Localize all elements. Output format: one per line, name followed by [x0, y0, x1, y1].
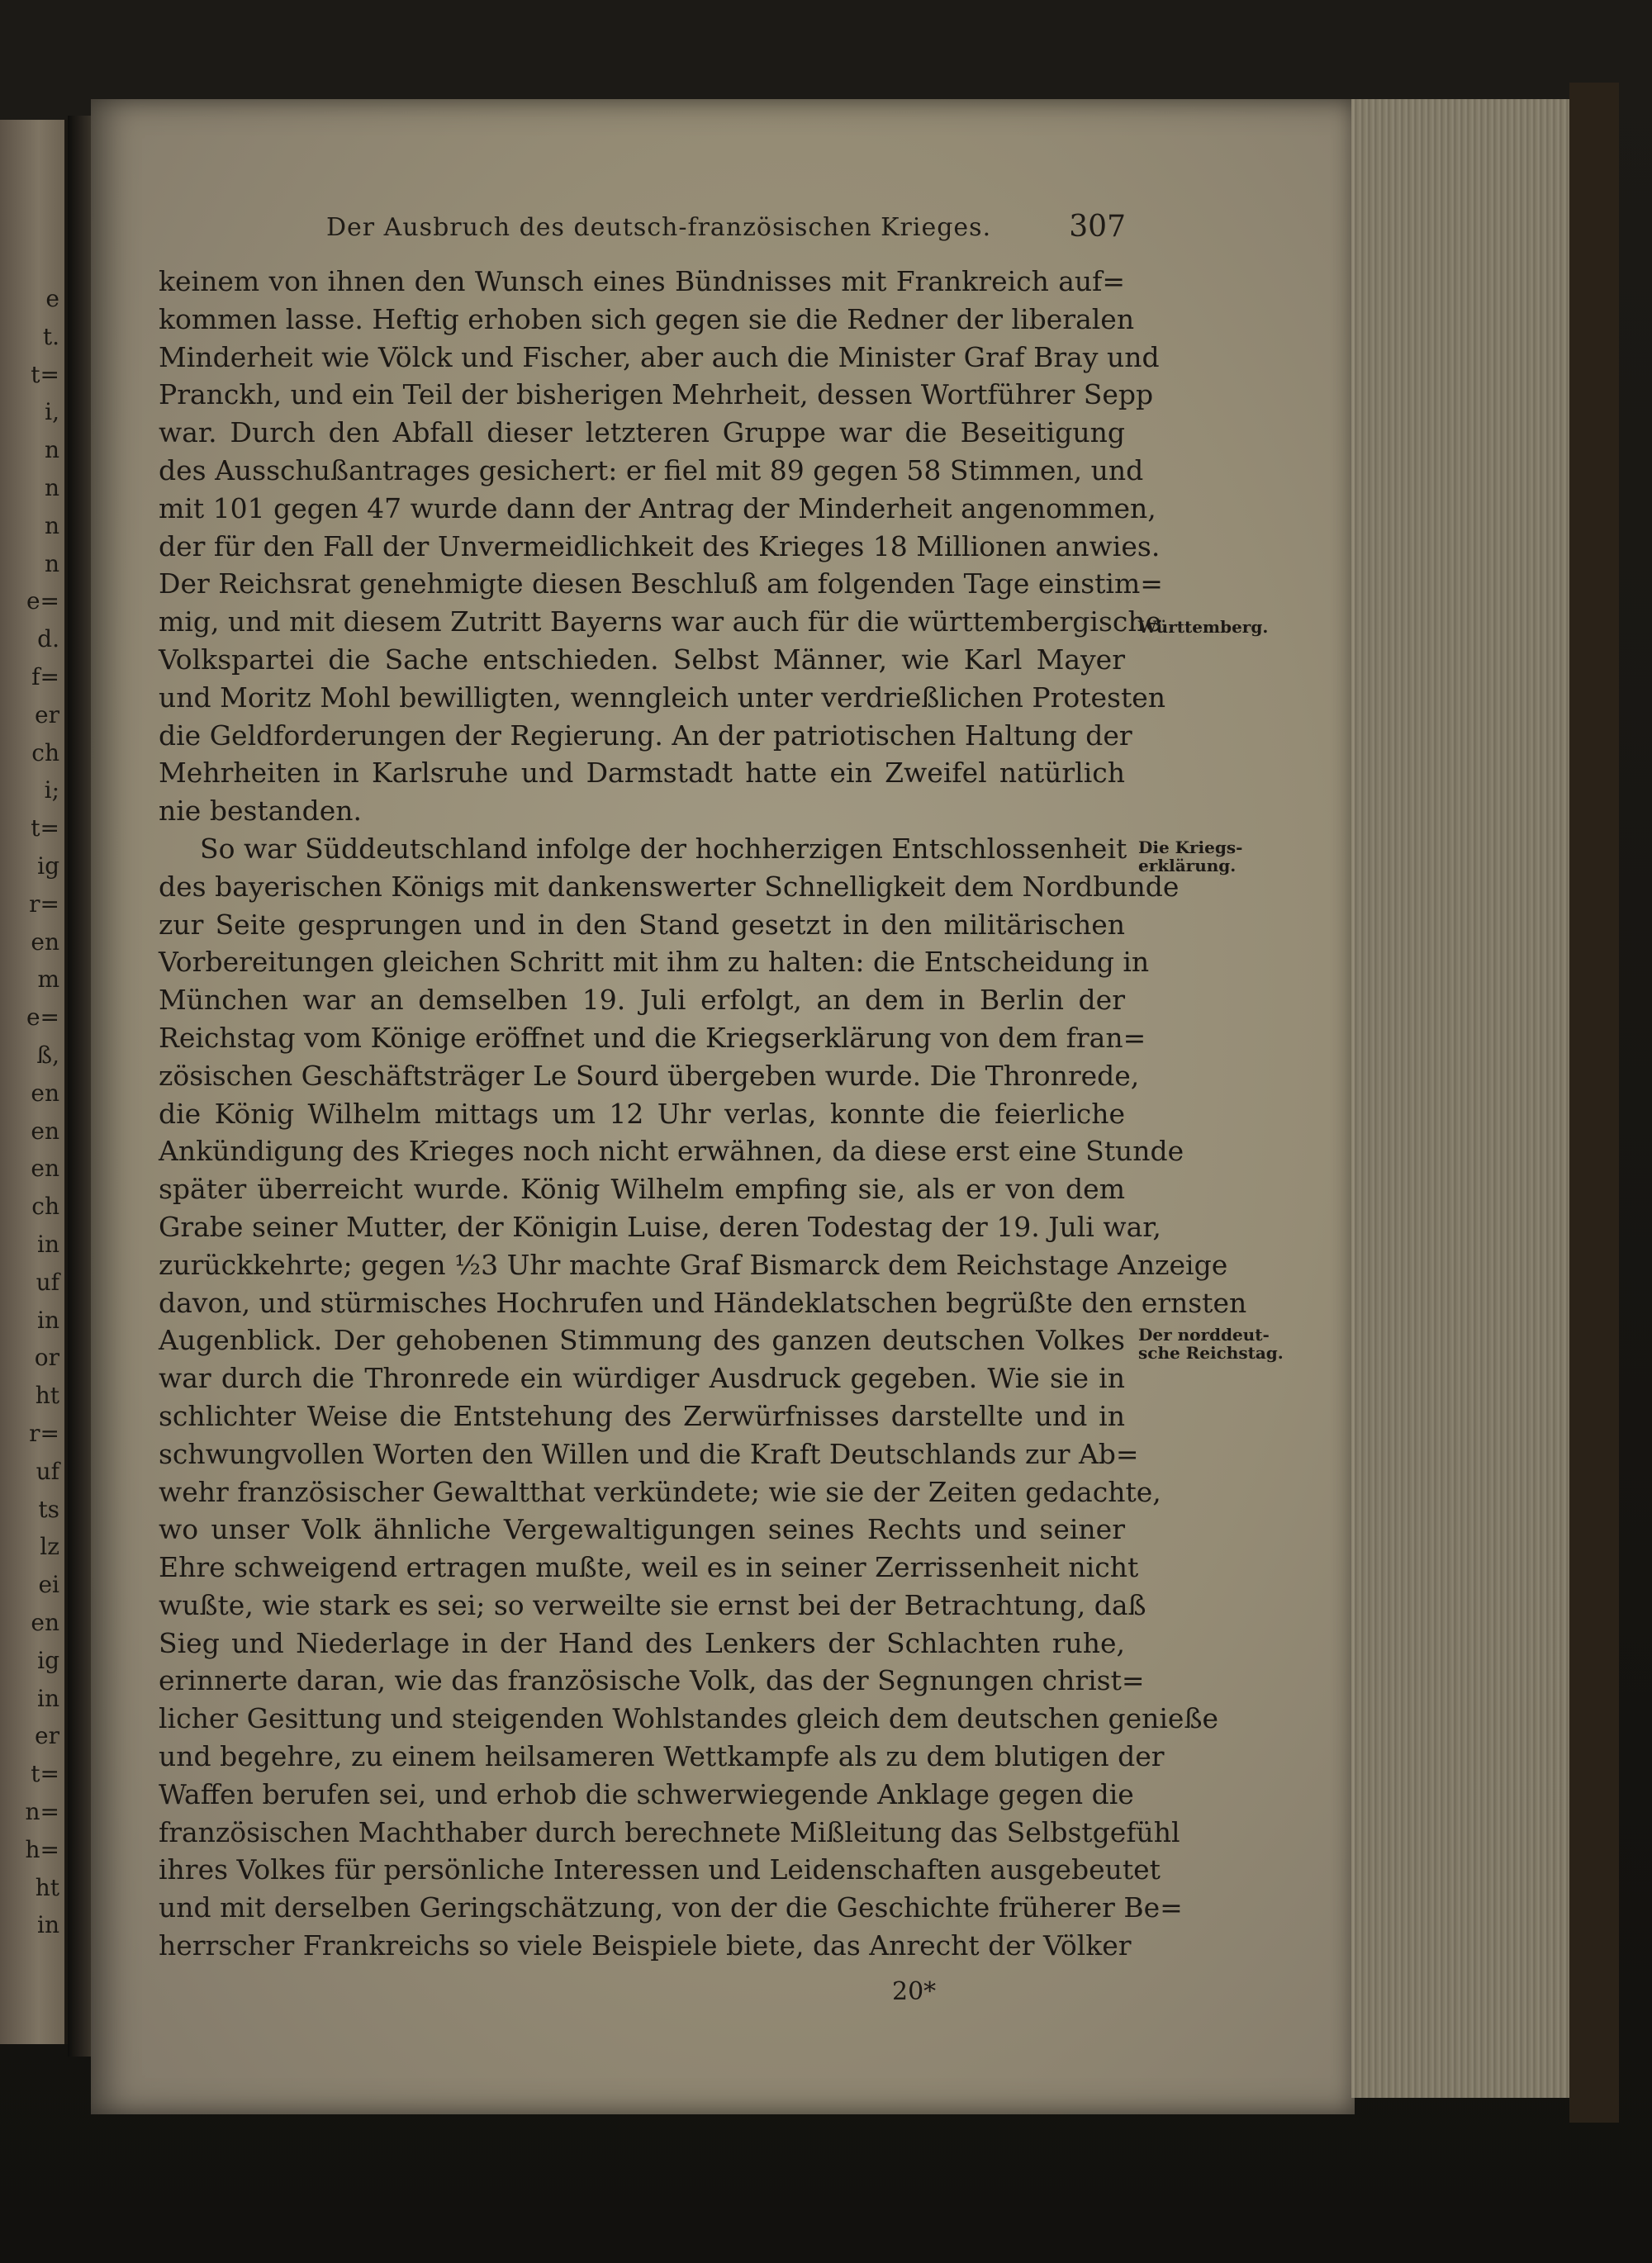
left-page-fragment: t=	[31, 360, 59, 388]
left-page-fragment: ch	[31, 1193, 59, 1221]
text-line: München war an demselben 19. Juli erfolgt, an dem in Berlin der	[159, 984, 1125, 1017]
text-line: und begehre, zu einem heilsameren Wettkampfe als zu dem blutigen der	[159, 1740, 1165, 1773]
left-page-fragment: e=	[26, 1003, 59, 1032]
left-page-fragment: ig	[37, 852, 59, 880]
text-line: schwungvollen Worten den Willen und die Kraft Deutschlands zur Ab=	[159, 1437, 1139, 1470]
left-page-edge	[0, 120, 68, 2044]
left-page-fragment: h=	[25, 1835, 59, 1863]
text-line: die Geldforderungen der Regierung. An der patriotischen Haltung der	[159, 719, 1132, 752]
left-page-fragment: in	[37, 1306, 59, 1334]
text-line: des bayerischen Königs mit dankenswerter Schnelligkeit dem Nordbunde	[159, 870, 1180, 903]
left-page-fragment: n	[44, 511, 59, 539]
text-line: Volkspartei die Sache entschieden. Selbst Männer, wie Karl Mayer	[159, 643, 1125, 676]
left-page-fragment: n	[44, 549, 59, 577]
left-page-fragment: in	[37, 1911, 59, 1939]
left-page-fragment: n=	[25, 1798, 59, 1825]
left-page-fragment: er	[35, 1722, 59, 1750]
left-page-fragment: en	[31, 1155, 59, 1183]
text-line: zur Seite gesprungen und in den Stand gesetzt in den militärischen	[159, 908, 1125, 941]
left-page-fragment: uf	[36, 1457, 59, 1485]
text-line: war. Durch den Abfall dieser letzteren Gruppe war die Beseitigung	[159, 416, 1125, 449]
text-line: Augenblick. Der gehobenen Stimmung des ganzen deutschen Volkes	[159, 1324, 1125, 1357]
left-page-fragment: or	[34, 1344, 59, 1372]
text-line: Vorbereitungen gleichen Schritt mit ihm zu halten: die Entscheidung in	[159, 946, 1150, 979]
text-line: mit 101 gegen 47 wurde dann der Antrag der Minderheit angenommen,	[159, 491, 1156, 524]
left-page-fragment: i,	[45, 398, 59, 426]
left-page-fragment: ch	[31, 738, 59, 766]
left-page-fragment: uf	[36, 1268, 59, 1296]
text-line: Ankündigung des Krieges noch nicht erwähnen, da diese erst eine Stunde	[159, 1135, 1184, 1168]
text-line: Der Reichsrat genehmigte diesen Beschluß am folgenden Tage einstim=	[159, 567, 1163, 600]
text-line: erinnerte daran, wie das französische Volk, das der Segnungen christ=	[159, 1664, 1145, 1697]
text-line: und mit derselben Geringschätzung, von der die Geschichte früherer Be=	[159, 1891, 1183, 1924]
text-line: ihres Volkes für persönliche Interessen und Leidenschaften ausgebeutet	[159, 1853, 1161, 1886]
text-line: keinem von ihnen den Wunsch eines Bündnisses mit Frankreich auf=	[159, 265, 1125, 297]
text-line: wußte, wie stark es sei; so verweilte sie ernst bei der Betrachtung, daß	[159, 1588, 1146, 1621]
text-line: schlichter Weise die Entstehung des Zerwürfnisses darstellte und in	[159, 1399, 1125, 1432]
left-page-fragment: in	[37, 1684, 59, 1712]
margin-note-wuerttemberg: Württemberg.	[1138, 617, 1269, 637]
left-page-fragment: d.	[37, 625, 59, 653]
text-line: licher Gesittung und steigenden Wohlstandes gleich dem deutschen genieße	[159, 1702, 1219, 1735]
left-page-fragment: er	[35, 700, 59, 728]
left-page-fragment: n	[44, 474, 59, 501]
running-title: Der Ausbruch des deutsch-französischen Krieges.	[326, 213, 992, 242]
margin-note-kriegserklaerung: Die Kriegs- erklärung.	[1138, 837, 1243, 875]
left-page-fragment: f=	[31, 663, 59, 690]
left-page-fragment: t=	[31, 1760, 59, 1788]
text-line: herrscher Frankreichs so viele Beispiele biete, das Anrecht der Völker	[159, 1929, 1132, 1962]
text-line: zurückkehrte; gegen ½3 Uhr machte Graf Bismarck dem Reichstage Anzeige	[159, 1248, 1228, 1281]
running-header	[326, 210, 1136, 254]
left-page-fragment: i;	[44, 776, 59, 804]
page-number: 307	[1069, 210, 1126, 244]
left-page-fragment: en	[31, 1609, 59, 1636]
left-page-fragment: m	[37, 965, 59, 994]
text-line: französischen Machthaber durch berechnete Mißleitung das Selbstgefühl	[159, 1815, 1180, 1848]
text-line: Ehre schweigend ertragen mußte, weil es in seiner Zerrissenheit nicht	[159, 1551, 1139, 1584]
text-line: Mehrheiten in Karlsruhe und Darmstadt hatte ein Zweifel natürlich	[159, 757, 1125, 790]
book-gutter	[68, 116, 93, 2057]
left-page-fragment: en	[31, 927, 59, 956]
text-line: Waffen berufen sei, und erhob die schwerwiegende Anklage gegen die	[159, 1777, 1134, 1810]
left-page-fragment: e	[45, 285, 59, 312]
text-line: zösischen Geschäftsträger Le Sourd übergeben wurde. Die Thronrede,	[159, 1059, 1140, 1092]
left-page-fragment: ig	[37, 1646, 59, 1674]
left-page-fragment: en	[31, 1117, 59, 1145]
left-page-fragment: e=	[26, 587, 59, 615]
left-page-fragment: ts	[38, 1495, 59, 1523]
left-page-fragment: r=	[29, 1420, 59, 1447]
text-line: war durch die Thronrede ein würdiger Ausdruck gegeben. Wie sie in	[159, 1362, 1125, 1395]
text-line: nie bestanden.	[159, 795, 363, 828]
left-page-fragment: r=	[29, 890, 59, 918]
text-line: So war Süddeutschland infolge der hochherzigen Entschlossenheit	[200, 832, 1127, 865]
printer-signature: 20*	[892, 1977, 937, 2006]
left-page-fragment: ei	[38, 1571, 59, 1599]
text-line: die König Wilhelm mittags um 12 Uhr verlas, konnte die feierliche	[159, 1097, 1125, 1130]
text-line: Pranckh, und ein Teil der bisherigen Mehrheit, dessen Wortführer Sepp	[159, 378, 1154, 411]
left-page-fragment: ht	[35, 1873, 59, 1901]
text-line: mig, und mit diesem Zutritt Bayerns war auch für die württembergische	[159, 605, 1162, 638]
text-line: wo unser Volk ähnliche Vergewaltigungen seines Rechts und seiner	[159, 1513, 1125, 1546]
left-page-fragment: t.	[42, 322, 59, 350]
text-line: Minderheit wie Völck und Fischer, aber auch die Minister Graf Bray und	[159, 340, 1160, 373]
left-page-fragment: en	[31, 1079, 59, 1107]
page-edges	[1351, 99, 1574, 2098]
book-cover	[1569, 83, 1619, 2123]
text-line: später überreicht wurde. König Wilhelm empfing sie, als er von dem	[159, 1173, 1125, 1206]
margin-note-reichstag: Der norddeut- sche Reichstag.	[1138, 1325, 1284, 1363]
left-page-fragment: lz	[40, 1533, 59, 1561]
text-line: des Ausschußantrages gesichert: er fiel mit 89 gegen 58 Stimmen, und	[159, 453, 1144, 486]
text-line: der für den Fall der Unvermeidlichkeit des Krieges 18 Millionen anwies.	[159, 529, 1161, 562]
text-line: kommen lasse. Heftig erhoben sich gegen sie die Redner der liberalen	[159, 302, 1135, 335]
text-line: davon, und stürmisches Hochrufen und Händeklatschen begrüßte den ernsten	[159, 1286, 1247, 1319]
left-page-fragment: t=	[31, 814, 59, 842]
text-line: und Moritz Mohl bewilligten, wenngleich unter verdrießlichen Protesten	[159, 681, 1166, 714]
text-line: Grabe seiner Mutter, der Königin Luise, deren Todestag der 19. Juli war,	[159, 1210, 1161, 1243]
left-page-fragment: ß,	[36, 1041, 59, 1069]
left-page-fragment: in	[37, 1231, 59, 1258]
left-page-fragment: ht	[35, 1382, 59, 1410]
left-page-fragment: n	[44, 436, 59, 464]
text-line: wehr französischer Gewaltthat verkündete; wie sie der Zeiten gedachte,	[159, 1475, 1161, 1508]
text-line: Sieg und Niederlage in der Hand des Lenkers der Schlachten ruhe,	[159, 1626, 1125, 1659]
text-line: Reichstag vom Könige eröffnet und die Kriegserklärung von dem fran=	[159, 1021, 1146, 1054]
